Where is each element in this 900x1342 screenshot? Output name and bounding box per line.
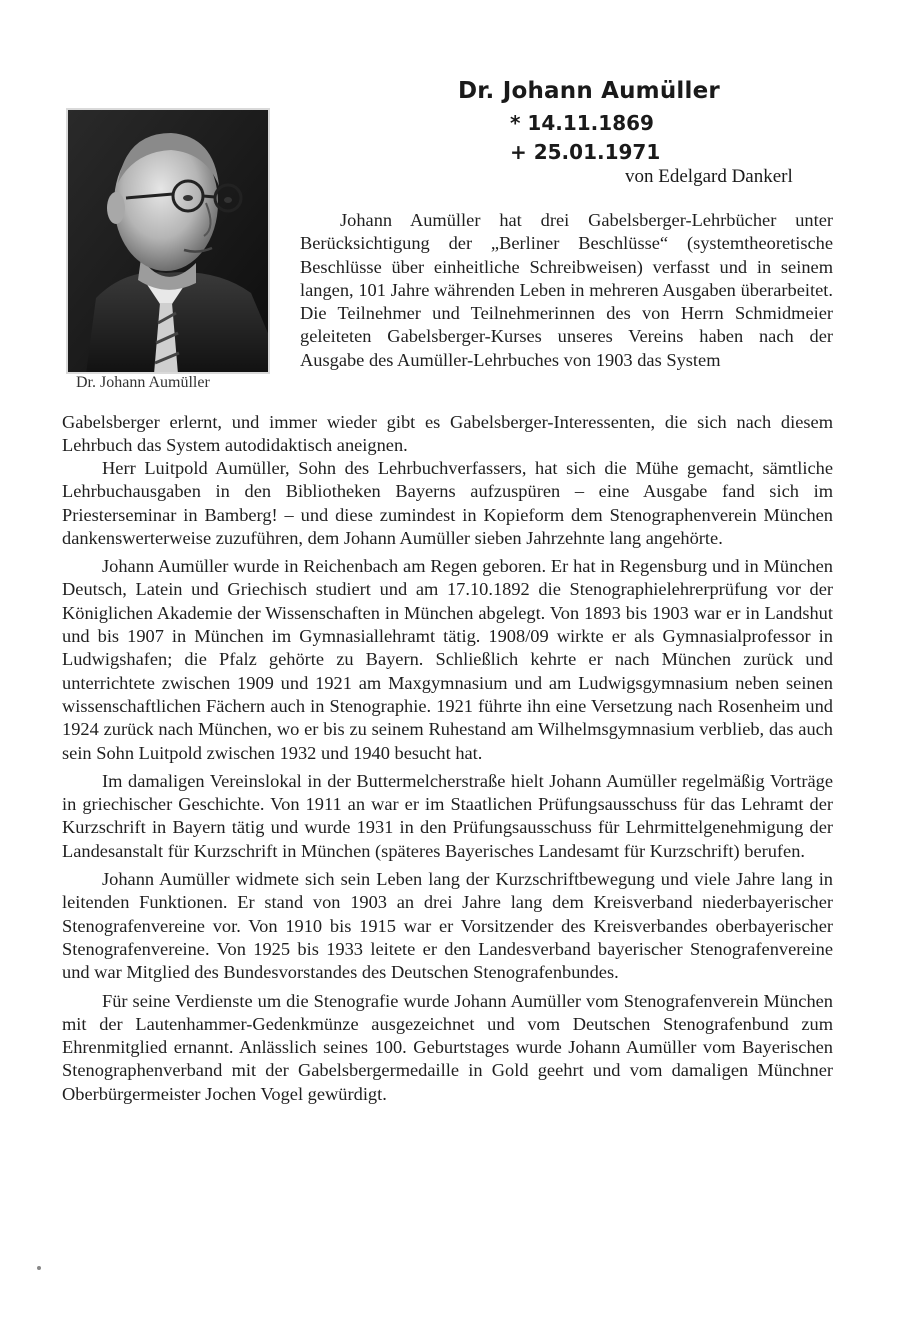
birth-date: * 14.11.1869 bbox=[510, 111, 654, 135]
intro-paragraph-end: Gabelsberger erlernt, und immer wieder gibt es Gabelsberger-Interessenten, die sich nach diesem Lehrbuch das System autodidaktisch aneignen. bbox=[62, 412, 833, 456]
body-paragraph: Herr Luitpold Aumüller, Sohn des Lehrbuchverfassers, hat sich die Mühe gemacht, sämtliche Lehrbuchausgaben in den Bibliotheken Bayerns aufzuspüren – eine Ausgabe fand sich im Priesterseminar in Bamberg! – und diese zumindest in Kopieform dem Stenographenverein München dankenswerterweise zuzuführen, dem Johann Aumüller sieben Jahrzehnte lang angehörte. bbox=[62, 458, 833, 548]
body-paragraph: Johann Aumüller widmete sich sein Leben lang der Kurzschriftbewegung und viele Jahre lang in leitenden Funktionen. Er stand von 1903 an drei Jahre lang dem Kreisverband niederbayerischer Stenografenvereine vor. Von 1910 bis 1915 war er Vorsitzender des Kreisverbandes oberbayerischer Stenografenvereine. Von 1925 bis 1933 leitete er den Landesverband bayerischer Stenografenvereine und war Mitglied des Bundesvorstandes des Deutschen Stenografenbundes. bbox=[62, 869, 833, 983]
article-title: Dr. Johann Aumüller bbox=[458, 78, 720, 104]
intro-paragraph-start: Johann Aumüller hat drei Gabelsberger-Lehrbücher unter Berücksichtigung der „Berliner Beschlüsse“ (systemtheoretische Beschlüsse über einheitliche Schreibweisen) verfasst und in seinem langen, 101 Jahre währenden Leben in mehreren Ausgaben überarbeitet. Die Teilnehmer und Teilnehmerinnen des von Herrn Schmidmeier geleiteten Gabelsberger-Kurses unseres Vereins haben nach der Ausgabe des Aumüller-Lehrbuches von 1903 das System bbox=[300, 210, 833, 370]
author-line: von Edelgard Dankerl bbox=[625, 166, 793, 187]
body-paragraph: Im damaligen Vereinslokal in der Buttermelcherstraße hielt Johann Aumüller regelmäßig Vorträge in griechischer Geschichte. Von 1911 an war er im Staatlichen Prüfungsausschuss für das Lehramt der Kurzschrift in Bayern tätig und wurde 1931 in den Prüfungsausschuss für Lehrmittelgenehmigung der Landesanstalt für Kurzschrift in München (späteres Bayerisches Landesamt für Kurzschrift) berufen. bbox=[62, 770, 833, 861]
death-date: + 25.01.1971 bbox=[510, 140, 661, 164]
scan-speck bbox=[37, 1266, 41, 1270]
body-paragraph: Für seine Verdienste um die Stenografie wurde Johann Aumüller vom Stenografenverein München mit der Lautenhammer-Gedenkmünze ausgezeichnet und vom Deutschen Stenografenbund zum Ehrenmitglied ernannt. Anlässlich seines 100. Geburtstages wurde Johann Aumüller vom Bayerischen Stenographenverband mit der Gabelsbergermedaille in Gold geehrt und vom damaligen Münchner Oberbürgermeister Jochen Vogel gewürdigt. bbox=[62, 990, 833, 1104]
portrait-image bbox=[66, 108, 270, 374]
photo-caption: Dr. Johann Aumüller bbox=[76, 374, 210, 391]
article-body bbox=[62, 457, 833, 1111]
body-paragraph: Johann Aumüller wurde in Reichenbach am Regen geboren. Er hat in Regensburg und in München Deutsch, Latein und Griechisch studiert und am 17.10.1892 die Stenographielehrerprüfung vor der Königlichen Akademie der Wissenschaften in München abgelegt. Von 1893 bis 1903 war er in Landshut und bis 1907 in München im Gymnasiallehramt tätig. 1908/09 wirkte er als Gymnasialprofessor in Ludwigshafen; die Pfalz gehörte zu Bayern. Schließlich kehrte er nach München zurück und unterrichtete zwischen 1909 und 1921 am Maxgymnasium und am Ludwigsgymnasium neben seinen wissenschaftlichen Fächern auch in Stenographie. 1921 führte ihn eine Versetzung nach Rosenheim und 1924 zurück nach München, wo er bis zu seinem Ruhestand am Wilhelmsgymnasium verblieb, das auch sein Sohn Luitpold zwischen 1932 und 1940 besucht hat. bbox=[62, 556, 833, 763]
portrait-photo bbox=[66, 108, 270, 374]
